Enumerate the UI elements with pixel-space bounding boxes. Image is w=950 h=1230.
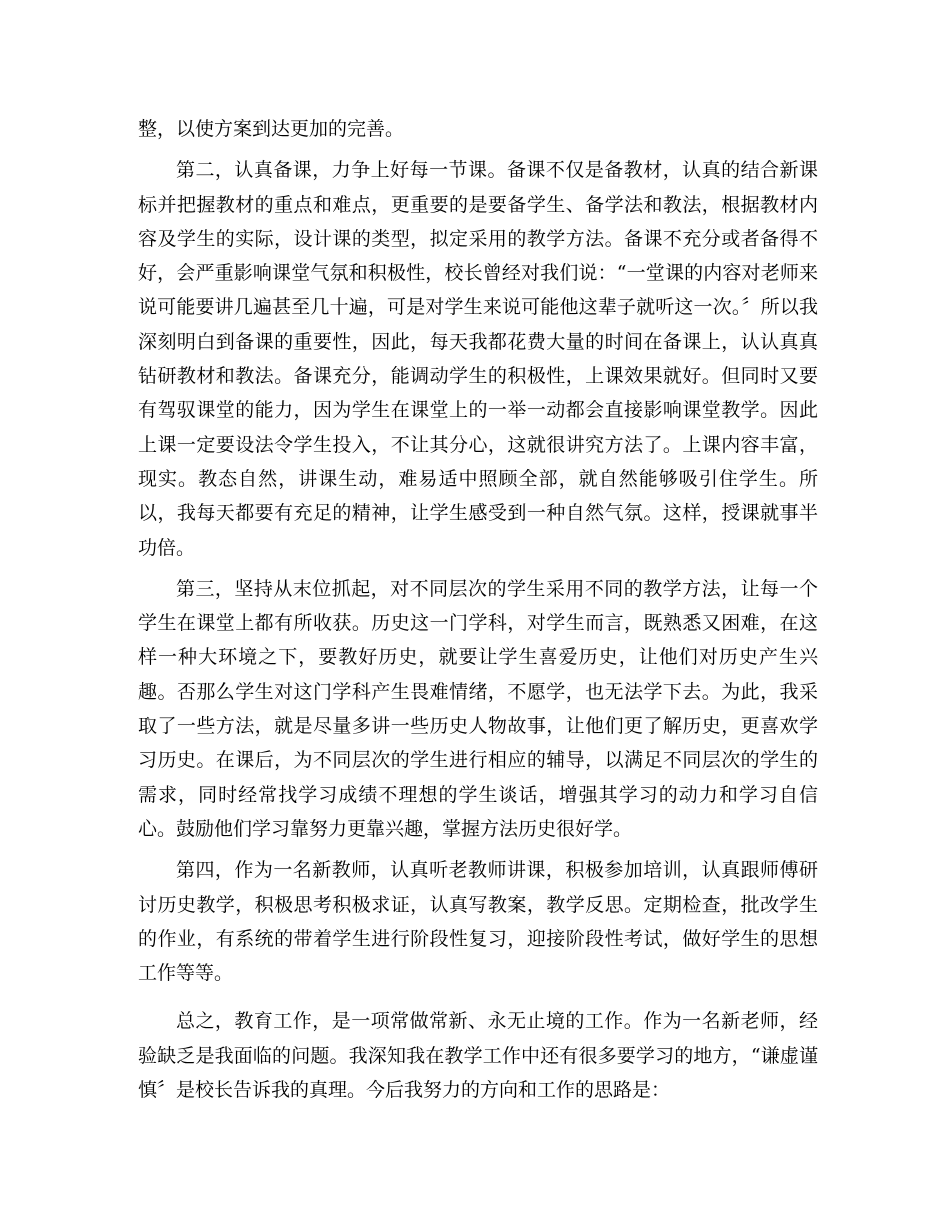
paragraph-second-point: 第二，认真备课，力争上好每一节课。备课不仅是备教材，认真的结合新课标并把握教材的重点和难点，更重要的是要备学生、备学法和教法，根据教材内容及学生的实际，设计课的类型，拟定采用的教学方法。备课不充分或者备得不好，会严重影响课堂气氛和积极性，校长曾经对我们说：“一堂课的内容对老师来说可能要讲几遍甚至几十遍，可是对学生来说可能他这辈子就听这一次。〞所以我深刻明白到备课的重要性，因此，每天我都花费大量的时间在备课上，认认真真钻研教材和教法。备课充分，能调动学生的积极性，上课效果就好。但同时又要有驾驭课堂的能力，因为学生在课堂上的一举一动都会直接影响课堂教学。因此上课一定要设法令学生投入，不让其分心，这就很讲究方法了。上课内容丰富，现实。教态自然，讲课生动，难易适中照顾全部，就自然能够吸引住学生。所以，我每天都要有充足的精神，让学生感受到一种自然气氛。这样，授课就事半功倍。 — [138, 159, 818, 559]
paragraph-fourth-point: 第四，作为一名新教师，认真听老教师讲课，积极参加培训，认真跟师傅研讨历史教学，积极思考积极求证，认真写教案，教学反思。定期检查，批改学生的作业，有系统的带着学生进行阶段性复习，迎接阶段性考试，做好学生的思想工作等等。 — [138, 859, 818, 985]
paragraph-third-point: 第三，坚持从末位抓起，对不同层次的学生采用不同的教学方法，让每一个学生在课堂上都有所收获。历史这一门学科，对学生而言，既熟悉又困难，在这样一种大环境之下，要教好历史，就要让学生喜爱历史，让他们对历史产生兴趣。否那么学生对这门学科产生畏难情绪，不愿学，也无法学下去。为此，我采取了一些方法，就是尽量多讲一些历史人物故事，让他们更了解历史，更喜欢学习历史。在课后，为不同层次的学生进行相应的辅导，以满足不同层次的学生的需求，同时经常找学习成绩不理想的学生谈话，增强其学习的动力和学习自信心。鼓励他们学习靠努力更靠兴趣，掌握方法历史很好学。 — [138, 577, 818, 840]
paragraph-summary: 总之，教育工作，是一项常做常新、永无止境的工作。作为一名新老师，经验缺乏是我面临的问题。我深知我在教学工作中还有很多要学习的地方，“谦虚谨慎〞是校长告诉我的真理。今后我努力的方向和工作的思路是： — [138, 1010, 818, 1102]
paragraph-continuation: 整，以使方案到达更加的完善。 — [138, 118, 405, 140]
document-body — [138, 112, 818, 1107]
